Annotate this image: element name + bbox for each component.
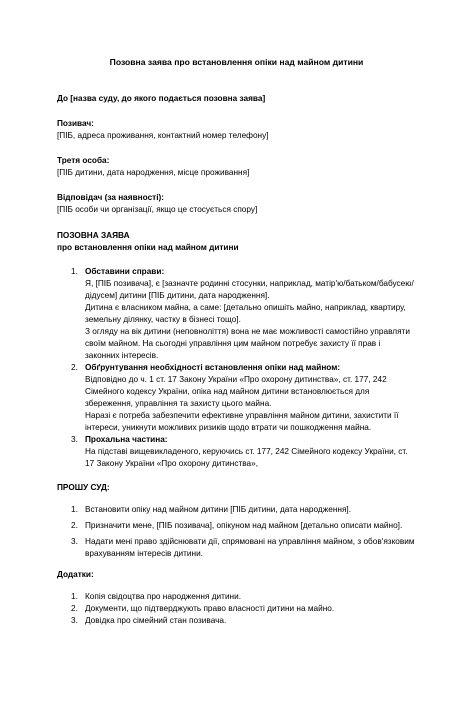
attachment-item-text: Документи, що підтверджують право власності дитини на майно.	[85, 604, 335, 613]
document-title: Позовна заява про встановлення опіки над майном дитини	[109, 57, 364, 67]
plaintiff-block	[57, 118, 416, 142]
claim-item-number: 1.	[71, 267, 78, 276]
prayer-item-text: Призначити мене, [ПІБ позивача], опікуном над майном [детально описати майно].	[85, 521, 403, 530]
claim-item-number: 3.	[71, 435, 78, 444]
third-party-block	[57, 155, 416, 179]
claim-item-heading: Обґрунтування необхідності встановлення опіки над майном:	[85, 363, 341, 372]
attachment-item	[57, 603, 416, 615]
attachment-items	[57, 591, 416, 627]
claim-item-heading: Обставини справи:	[85, 267, 165, 276]
claim-subtitle: про встановлення опіки над майном дитини	[57, 243, 239, 252]
claim-item-paragraph: Я, [ПІБ позивача], є [зазначте родинні стосунки, наприклад, матір'ю/батьком/бабусею/дідусем] дитини [ПІБ дитини, дата народження].	[85, 279, 414, 300]
prayer-item-text: Встановити опіку над майном дитини [ПІБ дитини, дата народження].	[85, 505, 352, 514]
prayer-title: ПРОШУ СУД:	[57, 483, 110, 492]
claim-item	[57, 434, 416, 470]
claim-title: ПОЗОВНА ЗАЯВА	[57, 231, 130, 240]
addressee: До [назва суду, до якого подається позовна заява]	[57, 94, 266, 103]
attachment-item-text: Копія свідоцтва про народження дитини.	[85, 592, 242, 601]
attachment-item-number: 2.	[71, 604, 78, 613]
prayer-item-number: 1.	[71, 505, 78, 514]
defendant-label: Відповідач (за наявності):	[57, 193, 164, 202]
third-party-value: [ПІБ дитини, дата народження, місце проживання]	[57, 168, 250, 177]
attachment-item	[57, 615, 416, 627]
defendant-value: [ПІБ особи чи організації, якщо це стосується спору]	[57, 205, 258, 214]
claim-item-paragraph: З огляду на вік дитини (неповноліття) вона не має можливості самостійно управляти своїм майном. На сьогодні управління цим майном потребує захисту її прав і законних інтересів.	[85, 327, 410, 360]
prayer-item-number: 3.	[71, 537, 78, 546]
defendant-block	[57, 192, 416, 216]
prayer-item	[57, 520, 416, 532]
claim-item-paragraph: Відповідно до ч. 1 ст. 17 Закону України «Про охорону дитинства», ст. 177, 242 Сімейного кодексу України, опіка над майном дитини встановлюється для збереження, управління та захисту цього майна.	[85, 375, 387, 408]
document-page	[0, 56, 474, 726]
claim-item-paragraph: На підставі вищевикладеного, керуючись ст. 177, 242 Сімейного кодексу України, ст. 17 Закону України «Про охорону дитинства»,	[85, 447, 408, 468]
attachment-item-number: 3.	[71, 616, 78, 625]
prayer-item-number: 2.	[71, 521, 78, 530]
prayer-item	[57, 536, 416, 560]
plaintiff-label: Позивач:	[57, 119, 94, 128]
prayer-items	[57, 504, 416, 560]
claim-item-paragraph: Наразі є потреба забезпечити ефективне управління майном дитини, захистити її інтереси, уникнути можливих ризиків щодо втрати чи пошкодження майна.	[85, 411, 399, 432]
claim-item-paragraph: Дитина є власником майна, а саме: [детально опишіть майно, наприклад, квартиру, земельну ділянку, частку в бізнесі тощо].	[85, 303, 406, 324]
attachment-item-number: 1.	[71, 592, 78, 601]
prayer-item-text: Надати мені право здійснювати дії, спрямовані на управління майном, з обов'язковим врахуванням інтересів дитини.	[85, 537, 415, 558]
plaintiff-value: [ПІБ, адреса проживання, контактний номер телефону]	[57, 131, 269, 140]
claim-item	[57, 362, 416, 434]
claim-item	[57, 266, 416, 362]
claim-items	[57, 266, 416, 470]
attachment-item	[57, 591, 416, 603]
prayer-item	[57, 504, 416, 516]
third-party-label: Третя особа:	[57, 156, 110, 165]
claim-item-number: 2.	[71, 363, 78, 372]
claim-item-heading: Прохальна частина:	[85, 435, 168, 444]
attachment-item-text: Довідка про сімейний стан позивача.	[85, 616, 227, 625]
attachments-title: Додатки:	[57, 570, 94, 579]
